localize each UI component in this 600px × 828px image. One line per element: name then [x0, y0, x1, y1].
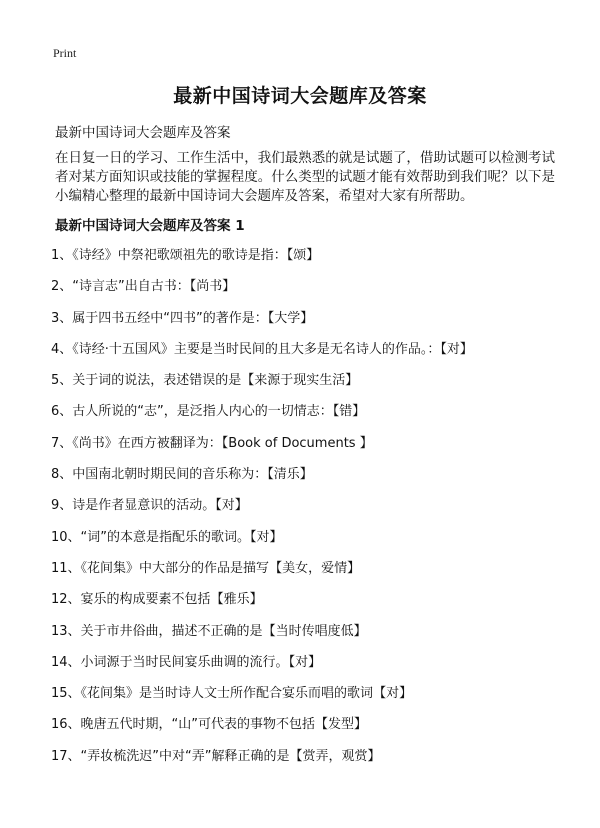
question-text: “诗言志”出自古书： [72, 279, 190, 295]
answer-text: 【对】 [373, 686, 413, 702]
question-text: “弄妆梳洗迟”中对“弄”解释正确的是 [80, 748, 290, 764]
answer-text: 【大学】 [267, 310, 314, 326]
list-item [51, 715, 571, 746]
list-item [51, 496, 571, 527]
question-list [51, 246, 571, 778]
question-text: 古人所说的“志”，是泛指人内心的一切情志： [72, 404, 333, 420]
intro-paragraph: 在日复一日的学习、工作生活中，我们最熟悉的就是试题了，借助试题可以检测考试者对某方面知识或技能的掌握程度。什么类型的试题才能有效帮助到我们呢？以下是小编精心整理的最新中国诗词大会题库及答案，希望对大家有所帮助。 [55, 150, 555, 204]
print-label: Print [53, 46, 77, 60]
question-text: 小词源于当时民间宴乐曲调的流行。 [80, 654, 289, 670]
page-title: 最新中国诗词大会题库及答案 [173, 85, 427, 107]
list-item [51, 309, 571, 340]
answer-text: 【美女，爱情】 [269, 560, 361, 576]
answer-text: 【尚书】 [189, 279, 236, 295]
question-text: 中国南北朝时期民间的音乐称为： [72, 467, 268, 483]
answer-text: 【对】 [215, 498, 248, 514]
list-item [51, 465, 571, 496]
answer-text: 【对】 [440, 341, 473, 357]
question-number: 3、 [51, 310, 73, 326]
list-item [51, 559, 571, 590]
section-heading: 最新中国诗词大会题库及答案 1 [55, 218, 245, 234]
list-item [51, 340, 571, 371]
answer-text: 【发型】 [315, 717, 368, 733]
question-number: 13、 [51, 623, 81, 639]
list-item [51, 246, 571, 277]
question-number: 10、 [51, 529, 81, 545]
answer-text: 【当时传唱度低】 [262, 623, 367, 639]
answer-text: 【Book of Documents 】 [221, 435, 373, 451]
question-text: 《花间集》是当时诗人文士所作配合宴乐而唱的歌词 [80, 686, 374, 702]
question-number: 12、 [51, 592, 81, 608]
question-text: “词”的本意是指配乐的歌词。 [80, 529, 251, 545]
question-text: 晚唐五代时期，“山”可代表的事物不包括 [80, 717, 316, 733]
question-text: 关于市井俗曲，描述不正确的是 [80, 623, 263, 639]
list-item [51, 622, 571, 653]
list-item [51, 747, 571, 778]
document-subtitle: 最新中国诗词大会题库及答案 [55, 125, 231, 141]
question-text: 《诗经·十五国风》主要是当时民间的且大多是无名诗人的作品。： [72, 341, 441, 357]
question-number: 8、 [51, 467, 73, 483]
question-text: 诗是作者显意识的活动。 [72, 498, 216, 514]
question-number: 7、 [51, 435, 73, 451]
answer-text: 【赏弄，观赏】 [289, 748, 381, 764]
list-item [51, 371, 571, 402]
question-number: 6、 [51, 404, 73, 420]
question-number: 4、 [51, 341, 73, 357]
list-item [51, 402, 571, 433]
question-number: 1、 [51, 248, 73, 263]
question-text: 《尚书》在西方被翻译为： [72, 435, 222, 451]
question-number: 14、 [51, 654, 81, 670]
list-item [51, 434, 571, 465]
question-text: 宴乐的构成要素不包括 [80, 592, 211, 608]
answer-text: 【对】 [288, 654, 322, 670]
list-item [51, 684, 571, 715]
list-item [51, 528, 571, 559]
question-number: 5、 [51, 373, 73, 389]
answer-text: 【雅乐】 [210, 592, 263, 608]
question-number: 2、 [51, 279, 73, 295]
list-item [51, 653, 571, 684]
answer-text: 【来源于现实生活】 [241, 373, 359, 389]
question-number: 11、 [51, 560, 81, 576]
question-text: 关于词的说法，表述错误的是 [72, 373, 242, 389]
question-text: 《诗经》中祭祀歌颂祖先的歌诗是指： [72, 248, 287, 263]
list-item [51, 590, 571, 621]
answer-text: 【对】 [250, 529, 283, 545]
question-text: 属于四书五经中“四书”的著作是： [72, 310, 268, 326]
answer-text: 【错】 [332, 404, 366, 420]
question-number: 16、 [51, 717, 81, 733]
question-number: 15、 [51, 686, 81, 702]
answer-text: 【清乐】 [267, 467, 313, 483]
answer-text: 【颂】 [286, 248, 320, 263]
list-item [51, 277, 571, 308]
question-number: 9、 [51, 498, 73, 514]
question-number: 17、 [51, 748, 81, 764]
question-text: 《花间集》中大部分的作品是描写 [80, 560, 270, 576]
